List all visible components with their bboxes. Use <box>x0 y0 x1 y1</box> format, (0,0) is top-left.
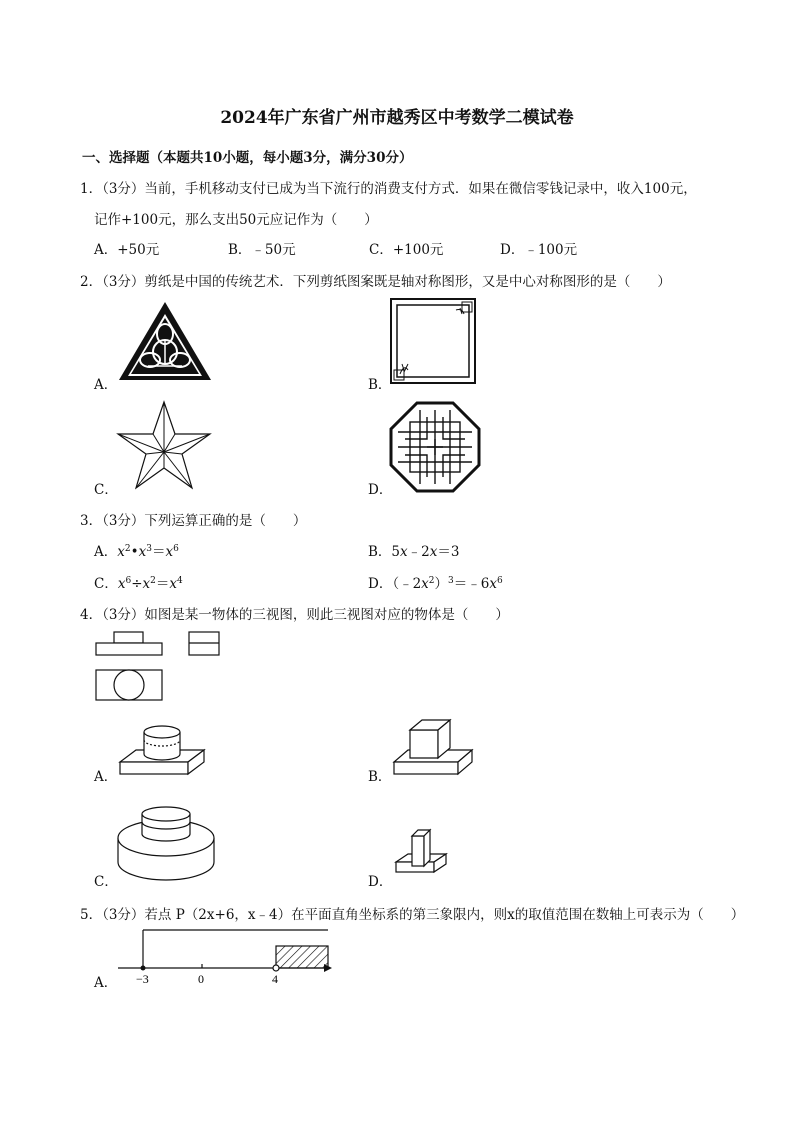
q2-option-c[interactable]: C． <box>94 482 118 498</box>
page-title: 2024年广东省广州市越秀区中考数学二模试卷 <box>220 108 574 128</box>
q5-tick-0: 0 <box>198 972 204 986</box>
q1-option-d[interactable]: D．﹣100元 <box>500 242 578 258</box>
q3-option-c-label: C． <box>94 576 118 592</box>
q3-option-d[interactable]: D．$(﹣2x^2)^3=﹣6x^6$ <box>368 576 503 592</box>
q5-number-line-a <box>116 928 338 986</box>
q4-stem: 4．（3分）如图是某一物体的三视图，则此三视图对应的物体是（ ） <box>80 607 509 623</box>
q2-option-a[interactable]: A． <box>94 377 118 393</box>
q4-option-d[interactable]: D． <box>368 874 393 890</box>
q4-option-b[interactable]: B． <box>368 769 392 785</box>
q3-option-c[interactable]: C．$x^6\div x^2=x^4$ <box>94 576 183 592</box>
q1-option-b[interactable]: B．﹣50元 <box>228 242 296 258</box>
q5-stem-text: 5．（3分）若点 P（2x+6，x﹣4）在平面直角坐标系的第三象限内，则x的取值范围在数轴上可表示为（ ） <box>80 907 745 923</box>
q2-papercut-frame <box>390 298 476 384</box>
q4-three-views <box>94 630 224 702</box>
q5-stem <box>80 903 744 923</box>
q4-solid-c-stacked-cylinders <box>116 802 216 884</box>
q3-option-a-label: A． <box>94 544 118 560</box>
q4-option-c[interactable]: C． <box>94 874 118 890</box>
q1-option-c[interactable]: C．+100元 <box>369 242 444 258</box>
q4-solid-b-cube-on-slab <box>392 718 476 778</box>
q1-option-a[interactable]: A．+50元 <box>94 242 160 258</box>
q3-option-d-label: D． <box>368 576 393 592</box>
q5-option-a[interactable]: A． <box>94 975 118 991</box>
q1-stem-line2: 记作+100元，那么支出50元应记作为（ ） <box>94 212 378 228</box>
q2-option-b[interactable]: B． <box>368 377 392 393</box>
q2-option-d[interactable]: D． <box>368 482 393 498</box>
q1-stem-line1: 1．（3分）当前，手机移动支付已成为当下流行的消费支付方式．如果在微信零钱记录中，收入100元， <box>80 181 697 197</box>
q2-papercut-octagon <box>390 402 480 492</box>
q2-papercut-star <box>116 400 212 492</box>
q5-tick-4: 4 <box>272 972 278 986</box>
q4-solid-a-cylinder-on-slab <box>118 720 208 778</box>
q3-option-b[interactable]: B．5x﹣2x＝3 <box>368 544 460 560</box>
q5-tick-neg3: −3 <box>136 972 149 986</box>
q2-papercut-triangle <box>118 300 213 382</box>
q3-stem: 3．（3分）下列运算正确的是（ ） <box>80 513 307 529</box>
q4-option-a[interactable]: A． <box>94 769 118 785</box>
q3-option-a[interactable]: A．$x^2•x^3=x^6$ <box>94 544 179 560</box>
section-heading: 一、选择题（本题共10小题，每小题3分，满分30分） <box>82 150 413 166</box>
q4-solid-d-prism-on-base <box>394 826 450 884</box>
q3-option-b-label: B． <box>368 544 392 560</box>
q2-stem: 2．（3分）剪纸是中国的传统艺术．下列剪纸图案既是轴对称图形，又是中心对称图形的是（ ） <box>80 274 671 290</box>
